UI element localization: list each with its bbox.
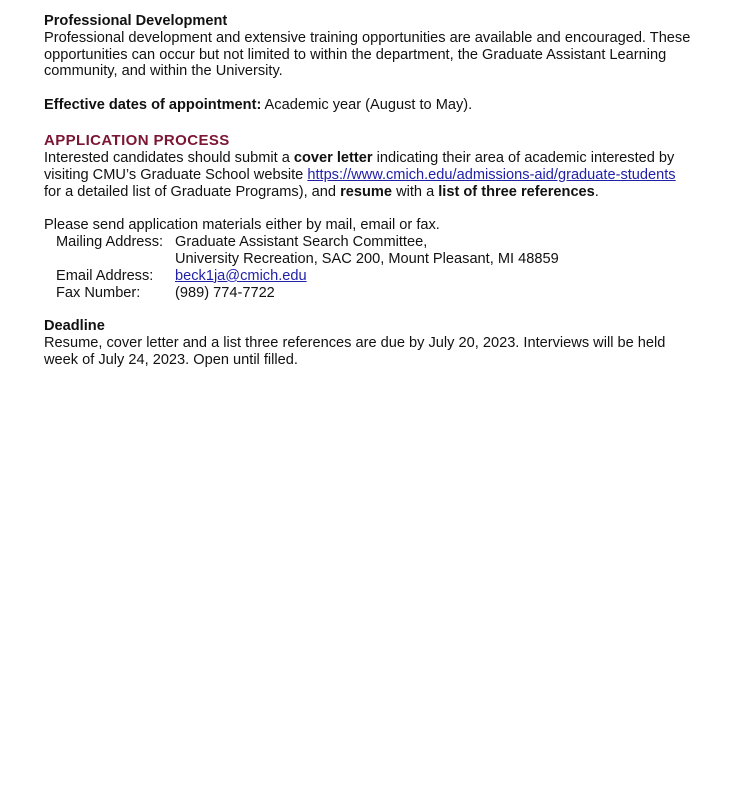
professional-development-line: Professional development and extensive training opportunities are available and encouraged. These: [44, 29, 691, 46]
professional-development-heading: Professional Development: [44, 13, 228, 29]
text-run: visiting CMU’s Graduate School website: [44, 166, 308, 183]
contact-table: [56, 234, 704, 301]
graduate-school-link[interactable]: https://www.cmich.edu/admissions-aid/graduate-students: [307, 166, 676, 183]
fax-number-value: (989) 774-7722: [175, 284, 275, 301]
send-materials-section: [44, 217, 704, 301]
references-bold: list of three references: [438, 183, 595, 200]
text-run: Interested candidates should submit a: [44, 149, 294, 166]
application-process-heading: APPLICATION PROCESS: [44, 131, 230, 149]
mailing-address-line: University Recreation, SAC 200, Mount Pleasant, MI 48859: [175, 250, 559, 267]
email-link[interactable]: beck1ja@cmich.edu: [175, 267, 307, 284]
spacer: [44, 301, 704, 318]
cover-letter-bold: cover letter: [293, 149, 373, 166]
deadline-section: [44, 318, 704, 368]
deadline-line: Resume, cover letter and a list three references are due by July 20, 2023. Interviews will be held: [44, 335, 666, 352]
resume-bold: resume: [340, 183, 393, 200]
text-run: .: [594, 183, 599, 200]
professional-development-line: opportunities can occur but not limited to within the department, the Graduate Assistant Learning: [44, 46, 667, 63]
spacer: [44, 114, 704, 132]
effective-dates-value: Academic year (August to May).: [261, 97, 473, 114]
text-run: for a detailed list of Graduate Programs), and: [44, 183, 341, 200]
mailing-row: [56, 234, 704, 251]
email-row: [56, 268, 704, 285]
deadline-heading: Deadline: [44, 318, 105, 335]
send-materials-intro: Please send application materials either by mail, email or fax.: [44, 217, 440, 234]
application-line-2: [44, 167, 704, 184]
fax-row: [56, 285, 704, 302]
email-address-label: Email Address:: [56, 267, 154, 284]
spacer: [44, 80, 704, 97]
application-line-1: [44, 150, 704, 167]
document-page: [44, 13, 704, 369]
effective-dates-label: Effective dates of appointment:: [44, 97, 262, 114]
mailing-address-line: Graduate Assistant Search Committee,: [175, 234, 428, 251]
empty-label: [56, 251, 175, 268]
professional-development-line: community, and within the University.: [44, 63, 283, 80]
fax-number-label: Fax Number:: [56, 284, 141, 301]
effective-dates-line: [44, 97, 704, 114]
application-process-section: [44, 132, 704, 200]
deadline-line: week of July 24, 2023. Open until filled.: [44, 351, 298, 368]
mailing-address-label: Mailing Address:: [56, 234, 164, 251]
spacer: [44, 200, 704, 217]
professional-development-section: [44, 13, 704, 80]
text-run: with a: [392, 183, 439, 200]
text-run: indicating their area of academic interested by: [372, 149, 675, 166]
application-line-3: [44, 184, 704, 201]
mailing-row-2: [56, 251, 704, 268]
